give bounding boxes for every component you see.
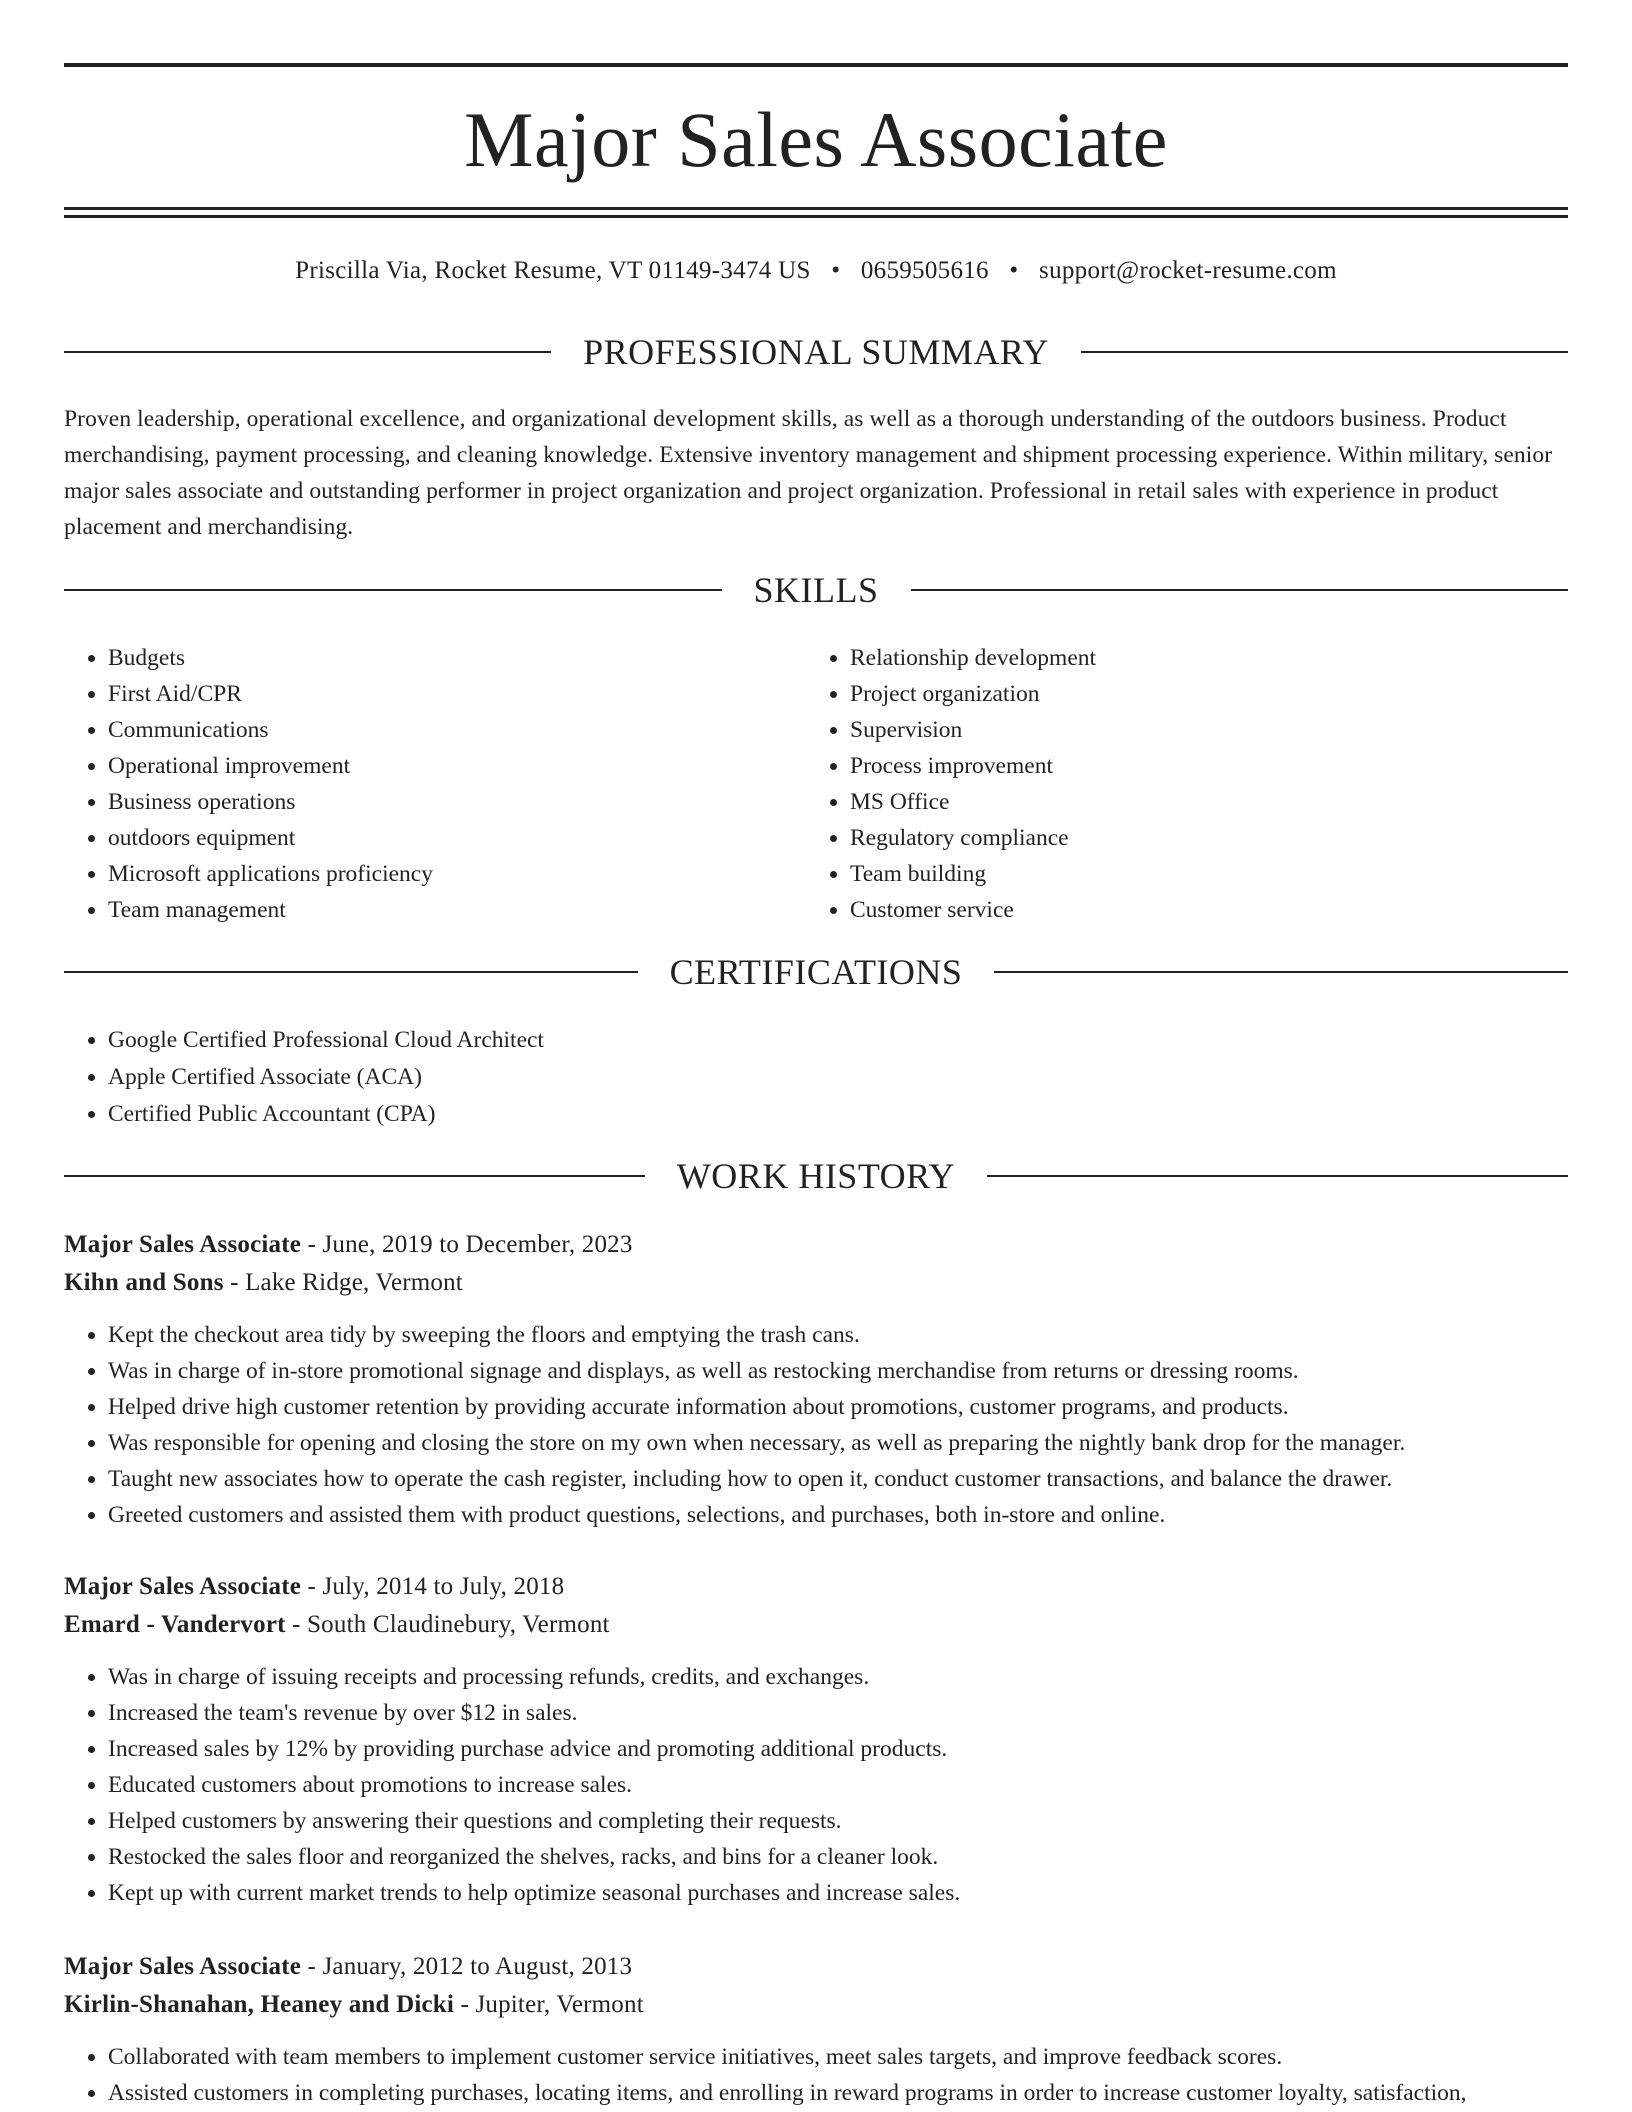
job-bullets: [64, 1317, 1568, 1533]
heading-rule-right: [994, 971, 1568, 973]
job-bullet: • Educated customers about promotions to increase sales.: [108, 1767, 1568, 1803]
skill-item: • Microsoft applications proficiency: [108, 856, 804, 892]
contact-address: Priscilla Via, Rocket Resume, VT 01149-3474 US: [295, 257, 811, 284]
job-entry: [64, 1226, 1568, 1533]
header-top-rule: [64, 63, 1568, 67]
skill-item: • Communications: [108, 712, 804, 748]
skill-item: • Operational improvement: [108, 748, 804, 784]
heading-rule-right: [987, 1175, 1568, 1177]
skill-item: • Process improvement: [850, 748, 1546, 784]
contact-separator: •: [1009, 257, 1019, 284]
skill-item: • Team building: [850, 856, 1546, 892]
job-company: Kihn and Sons: [64, 1269, 224, 1296]
skill-item: • Budgets: [108, 640, 804, 676]
certification-item: • Certified Public Accountant (CPA): [108, 1096, 1568, 1133]
job-bullet: • Kept the checkout area tidy by sweeping the floors and emptying the trash cans.: [108, 1317, 1568, 1353]
certifications-section-heading: [64, 950, 1568, 994]
skills-section-heading: [64, 568, 1568, 612]
job-entry: [64, 1948, 1568, 2111]
contact-separator: •: [831, 257, 841, 284]
skill-item: • Project organization: [850, 676, 1546, 712]
summary-section-heading: [64, 330, 1568, 374]
job-bullet: • Assisted customers in completing purchases, locating items, and enrolling in reward programs in order to increase customer loyalty, satisfaction,: [108, 2075, 1568, 2111]
skill-item: • Business operations: [108, 784, 804, 820]
header-double-rule-upper: [64, 207, 1568, 210]
job-bullet: • Helped drive high customer retention by providing accurate information about promotions, customer programs, and products.: [108, 1389, 1568, 1425]
job-bullet: • Taught new associates how to operate the cash register, including how to open it, conduct customer transactions, and balance the drawer.: [108, 1461, 1568, 1497]
heading-rule-right: [911, 589, 1569, 591]
skills-heading: SKILLS: [753, 570, 879, 610]
skill-item: • Relationship development: [850, 640, 1546, 676]
job-bullet: • Was in charge of in-store promotional signage and displays, as well as restocking merchandise from returns or dressing rooms.: [108, 1353, 1568, 1389]
job-bullets: [64, 2039, 1568, 2111]
skill-item: • MS Office: [850, 784, 1546, 820]
job-company-line: [64, 1986, 1568, 2024]
work-section-heading: [64, 1154, 1568, 1198]
skill-item: • outdoors equipment: [108, 820, 804, 856]
job-bullet: • Collaborated with team members to implement customer service initiatives, meet sales targets, and improve feedback scores.: [108, 2039, 1568, 2075]
job-company: Kirlin-Shanahan, Heaney and Dicki: [64, 1991, 455, 2018]
job-entry: [64, 1568, 1568, 1911]
certification-item: • Apple Certified Associate (ACA): [108, 1059, 1568, 1096]
job-bullet: • Was in charge of issuing receipts and processing refunds, credits, and exchanges.: [108, 1659, 1568, 1695]
job-bullet: • Greeted customers and assisted them with product questions, selections, and purchases, both in-store and online.: [108, 1497, 1568, 1533]
certifications-list: [64, 1022, 1568, 1133]
skill-item: • Regulatory compliance: [850, 820, 1546, 856]
summary-text: Proven leadership, operational excellence, and organizational development skills, as well as a thorough understanding of the outdoors business. Product merchandising, payment processing, and cleaning knowledge. Extensive inventory management and shipment processing experience. Within military, senior major sales associate and outstanding performer in project organization and project organization. Professional in retail sales with experience in product placement and merchandising.: [64, 406, 1553, 540]
job-title: Major Sales Associate: [64, 1231, 302, 1258]
job-title-line: [64, 1568, 1568, 1606]
work-heading: WORK HISTORY: [676, 1156, 956, 1196]
skills-column-left: [64, 640, 804, 928]
contact-line: [64, 254, 1568, 288]
job-bullet: • Increased the team's revenue by over $12 in sales.: [108, 1695, 1568, 1731]
job-dates: - June, 2019 to December, 2023: [301, 1231, 633, 1258]
job-bullet: • Restocked the sales floor and reorganized the shelves, racks, and bins for a cleaner look.: [108, 1839, 1568, 1875]
skill-item: • Team management: [108, 892, 804, 928]
job-location: - Lake Ridge, Vermont: [223, 1269, 463, 1296]
job-bullet: • Kept up with current market trends to help optimize seasonal purchases and increase sales.: [108, 1875, 1568, 1911]
contact-phone: 0659505616: [860, 257, 989, 284]
job-company: Emard - Vandervort: [64, 1611, 286, 1638]
heading-rule-left: [64, 971, 638, 973]
certification-item: • Google Certified Professional Cloud Architect: [108, 1022, 1568, 1059]
skills-column-right: [806, 640, 1546, 928]
summary-heading: PROFESSIONAL SUMMARY: [583, 332, 1049, 372]
job-bullet: • Was responsible for opening and closing the store on my own when necessary, as well as preparing the nightly bank drop for the manager.: [108, 1425, 1568, 1461]
job-title-line: [64, 1948, 1568, 1986]
job-title: Major Sales Associate: [64, 1573, 302, 1600]
job-title: Major Sales Associate: [64, 1953, 302, 1980]
job-company-line: [64, 1606, 1568, 1644]
heading-rule-left: [64, 351, 551, 353]
heading-rule-left: [64, 1175, 645, 1177]
job-title-line: [64, 1226, 1568, 1264]
job-bullets: [64, 1659, 1568, 1911]
contact-email: support@rocket-resume.com: [1039, 257, 1337, 284]
resume-name-title: Major Sales Associate: [464, 96, 1168, 183]
skill-item: • First Aid/CPR: [108, 676, 804, 712]
heading-rule-right: [1081, 351, 1568, 353]
job-location: - South Claudinebury, Vermont: [285, 1611, 610, 1638]
skill-item: • Supervision: [850, 712, 1546, 748]
job-bullet: • Increased sales by 12% by providing purchase advice and promoting additional products.: [108, 1731, 1568, 1767]
skill-item: • Customer service: [850, 892, 1546, 928]
heading-rule-left: [64, 589, 722, 591]
job-bullet: • Helped customers by answering their questions and completing their requests.: [108, 1803, 1568, 1839]
job-company-line: [64, 1264, 1568, 1302]
header-double-rule-lower: [64, 215, 1568, 218]
job-dates: - January, 2012 to August, 2013: [301, 1953, 633, 1980]
job-location: - Jupiter, Vermont: [454, 1991, 644, 2018]
job-dates: - July, 2014 to July, 2018: [301, 1573, 565, 1600]
certifications-heading: CERTIFICATIONS: [669, 952, 963, 992]
